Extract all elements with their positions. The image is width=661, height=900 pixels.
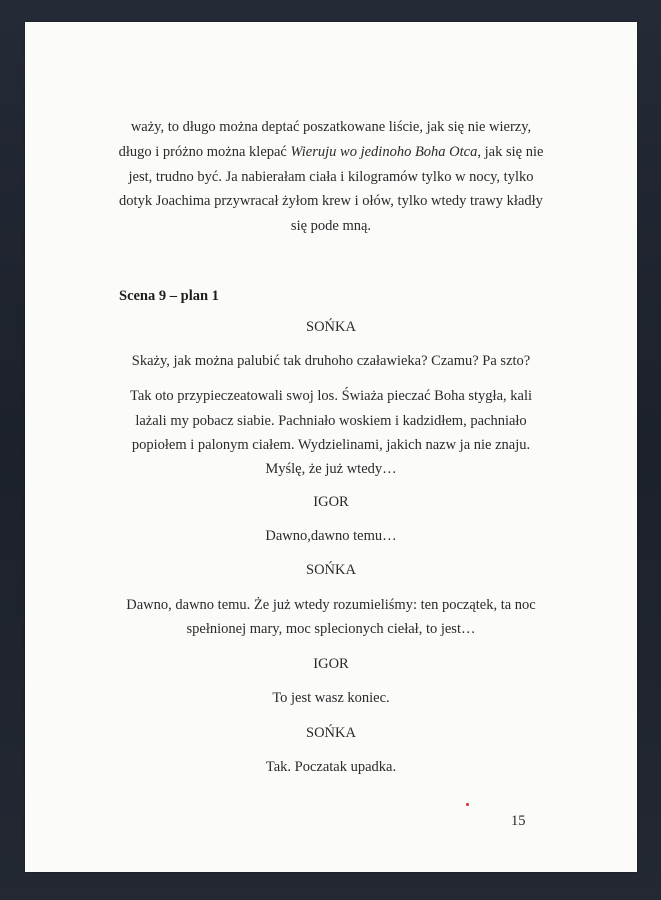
paragraph-line: jest, trudno być. Ja nabierałam ciała i kilogramów tylko w nocy, tylko <box>128 169 534 185</box>
speaker-name: IGOR <box>313 656 349 672</box>
ink-speck <box>466 803 469 806</box>
speaker-name: SOŃKA <box>306 319 356 335</box>
dialogue-line: lażali my pobacz siabie. Pachniało woskiem i kadzidłem, pachniało <box>135 413 527 429</box>
text-span: długo i próżno można klepać <box>118 144 291 160</box>
scene-heading: Scena 9 – plan 1 <box>119 288 219 304</box>
dialogue-line: Skaży, jak można palubić tak druhoho czaławieka? Czamu? Pa szto? <box>131 353 531 369</box>
speaker-name: SOŃKA <box>306 562 356 578</box>
dialogue-line: Dawno,dawno temu… <box>265 528 397 544</box>
paragraph-line <box>25 143 637 161</box>
dialogue-line: To jest wasz koniec. <box>272 690 390 706</box>
dialogue-line: Tak oto przypieczeatowali swoj los. Świaża pieczać Boha stygła, kali <box>129 388 533 404</box>
text-span: , jak się nie <box>477 144 544 160</box>
dialogue-line: spełnionej mary, moc splecionych ciełał, to jest… <box>186 621 476 637</box>
dialogue-line: Myślę, że już wtedy… <box>265 461 397 477</box>
document-page <box>25 22 637 872</box>
paragraph-line: waży, to długo można deptać poszatkowane liście, jak się nie wierzy, <box>130 119 532 135</box>
dialogue-line: Dawno, dawno temu. Że już wtedy rozumieliśmy: ten początek, ta noc <box>126 597 536 613</box>
dialogue-line: popiołem i palonym ciałem. Wydzielinami, jakich nazw ja nie znaju. <box>131 437 531 453</box>
speaker-name: SOŃKA <box>306 725 356 741</box>
dialogue-line: Tak. Poczatak upadka. <box>265 759 397 775</box>
quoted-prayer: Wieruju wo jedinoho Boha Otca <box>290 144 478 160</box>
speaker-name: IGOR <box>313 494 349 510</box>
page-number: 15 <box>511 813 526 829</box>
paragraph-line: się pode mną. <box>290 218 372 234</box>
paragraph-line: dotyk Joachima przywracał żyłom krew i ołów, tylko wtedy trawy kładły <box>119 193 543 209</box>
